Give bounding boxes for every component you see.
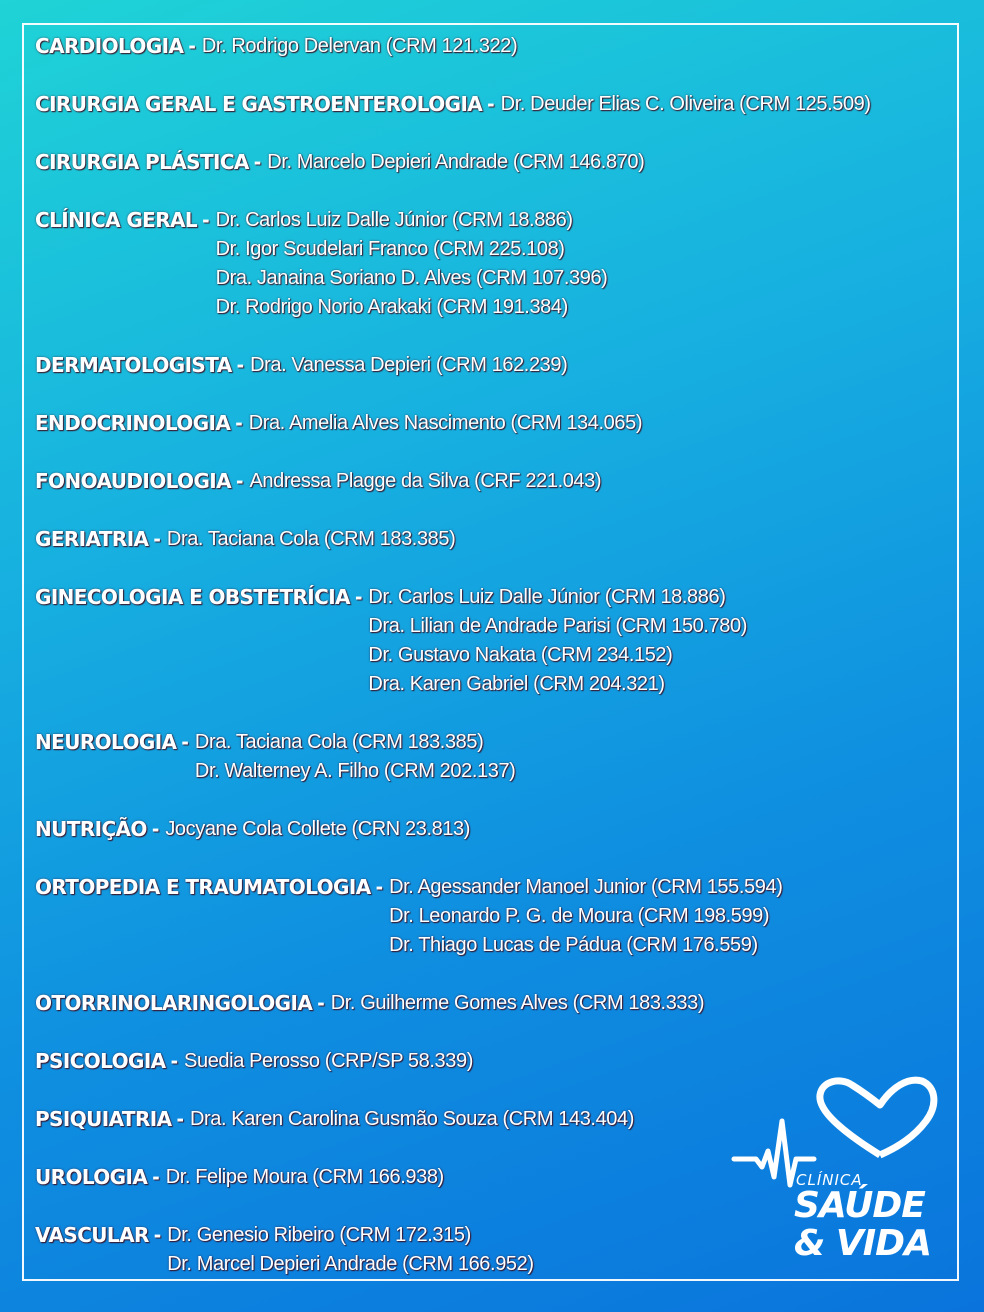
specialty-entry (35, 583, 965, 699)
logo-text-saude: SAÚDE (794, 1185, 925, 1226)
specialty-separator: - (170, 1049, 179, 1073)
doctor-name: Dr. Thiago Lucas de Pádua (CRM 176.559) (389, 934, 758, 956)
specialty-separator: - (253, 150, 262, 174)
specialty-entry (35, 728, 965, 786)
specialty-name: VASCULAR (35, 1223, 149, 1247)
doctor-list (389, 873, 782, 960)
doctor-list (249, 467, 601, 496)
doctor-list (167, 525, 455, 554)
doctor-list (195, 728, 516, 786)
doctor-list (249, 409, 642, 438)
doctor-name: Dr. Deuder Elias C. Oliveira (CRM 125.509) (500, 93, 871, 115)
doctor-list (267, 148, 644, 177)
specialty-entry (35, 1047, 965, 1076)
specialty-entry (35, 32, 965, 61)
clinic-logo (730, 1075, 942, 1265)
specialty-name: GINECOLOGIA E OBSTETRÍCIA (35, 585, 350, 609)
doctor-name: Andressa Plagge da Silva (CRF 221.043) (249, 470, 602, 492)
doctor-name: Dra. Vanessa Depieri (CRM 162.239) (250, 354, 568, 376)
doctor-list (250, 351, 567, 380)
logo-text-clinica: CLÍNICA (796, 1171, 863, 1189)
specialty-name: DERMATOLOGISTA (35, 353, 232, 377)
doctor-name: Dr. Carlos Luiz Dalle Júnior (CRM 18.886) (215, 209, 573, 231)
doctor-name: Dra. Taciana Cola (CRM 183.385) (166, 528, 456, 550)
specialty-separator: - (181, 730, 189, 754)
specialty-name: GERIATRIA (35, 527, 149, 551)
specialty-name: NUTRIÇÃO (35, 817, 147, 841)
logo-text-vida: & VIDA (794, 1223, 931, 1264)
specialty-entry (35, 815, 965, 844)
doctor-list (184, 1047, 473, 1076)
specialty-name: ENDOCRINOLOGIA (35, 411, 231, 435)
doctor-name: Dr. Rodrigo Delervan (CRM 121.322) (201, 35, 518, 57)
doctor-list (165, 815, 470, 844)
doctor-name: Dr. Felipe Moura (CRM 166.938) (165, 1166, 444, 1188)
specialty-name: NEUROLOGIA (35, 730, 177, 754)
specialty-separator: - (176, 1107, 184, 1131)
specialty-entry (35, 525, 965, 554)
specialty-name: CLÍNICA GERAL (35, 208, 198, 232)
specialty-name: UROLOGIA (35, 1165, 148, 1189)
specialty-separator: - (236, 469, 244, 493)
doctor-name: Dr. Leonardo P. G. de Moura (CRM 198.599) (389, 905, 770, 927)
doctor-name: Dra. Lilian de Andrade Parisi (CRM 150.780) (368, 615, 747, 637)
doctor-name: Dr. Marcel Depieri Andrade (CRM 166.952) (167, 1253, 534, 1275)
doctor-list (190, 1105, 634, 1134)
specialty-separator: - (153, 527, 161, 551)
doctor-list (216, 206, 608, 322)
doctor-name: Dr. Rodrigo Norio Arakaki (CRM 191.384) (215, 296, 568, 318)
specialty-name: PSIQUIATRIA (35, 1107, 172, 1131)
specialty-name: CIRURGIA PLÁSTICA (35, 150, 249, 174)
doctor-name: Dr. Agessander Manoel Junior (CRM 155.594) (389, 876, 783, 898)
specialty-entry (35, 148, 965, 177)
specialty-entry (35, 206, 965, 322)
doctor-name: Dr. Walterney A. Filho (CRM 202.137) (194, 760, 516, 782)
specialty-separator: - (152, 1165, 160, 1189)
doctor-name: Dr. Gustavo Nakata (CRM 234.152) (368, 644, 673, 666)
doctor-name: Dra. Karen Carolina Gusmão Souza (CRM 143.404) (189, 1108, 635, 1130)
specialty-entry (35, 409, 965, 438)
doctor-name: Dra. Taciana Cola (CRM 183.385) (194, 731, 484, 753)
specialty-separator: - (151, 817, 160, 841)
doctor-list (202, 32, 517, 61)
specialty-separator: - (375, 875, 384, 899)
doctor-name: Dr. Guilherme Gomes Alves (CRM 183.333) (330, 992, 705, 1014)
doctor-name: Dr. Genesio Ribeiro (CRM 172.315) (167, 1224, 471, 1246)
specialty-separator: - (153, 1223, 162, 1247)
doctor-name: Jocyane Cola Collete (CRN 23.813) (165, 818, 471, 840)
doctor-list (167, 1221, 533, 1279)
specialty-separator: - (235, 411, 243, 435)
doctor-name: Dr. Marcelo Depieri Andrade (CRM 146.870) (267, 151, 645, 173)
doctor-name: Dr. Igor Scudelari Franco (CRM 225.108) (215, 238, 565, 260)
specialty-separator: - (236, 353, 245, 377)
specialty-name: CARDIOLOGIA (35, 34, 184, 58)
specialty-entry (35, 873, 965, 960)
specialty-entry (35, 351, 965, 380)
specialty-name: PSICOLOGIA (35, 1049, 166, 1073)
doctor-name: Dra. Amelia Alves Nascimento (CRM 134.065) (248, 412, 643, 434)
specialty-name: OTORRINOLARINGOLOGIA (35, 991, 313, 1015)
specialty-entry (35, 90, 965, 119)
specialty-entry (35, 467, 965, 496)
specialty-separator: - (354, 585, 363, 609)
doctor-list (166, 1163, 444, 1192)
specialty-separator: - (188, 34, 196, 58)
doctor-name: Dr. Carlos Luiz Dalle Júnior (CRM 18.886) (368, 586, 726, 608)
doctor-list (501, 90, 871, 119)
doctor-name: Suedia Perosso (CRP/SP 58.339) (184, 1050, 473, 1072)
specialty-name: ORTOPEDIA E TRAUMATOLOGIA (35, 875, 371, 899)
doctor-name: Dra. Karen Gabriel (CRM 204.321) (368, 673, 665, 695)
specialty-separator: - (317, 991, 325, 1015)
doctor-list (368, 583, 747, 699)
doctor-list (331, 989, 704, 1018)
specialty-separator: - (487, 92, 495, 116)
specialty-separator: - (202, 208, 210, 232)
specialty-name: CIRURGIA GERAL E GASTROENTEROLOGIA (35, 92, 483, 116)
specialty-name: FONOAUDIOLOGIA (35, 469, 231, 493)
doctor-name: Dra. Janaina Soriano D. Alves (CRM 107.396) (215, 267, 608, 289)
specialty-entry (35, 989, 965, 1018)
